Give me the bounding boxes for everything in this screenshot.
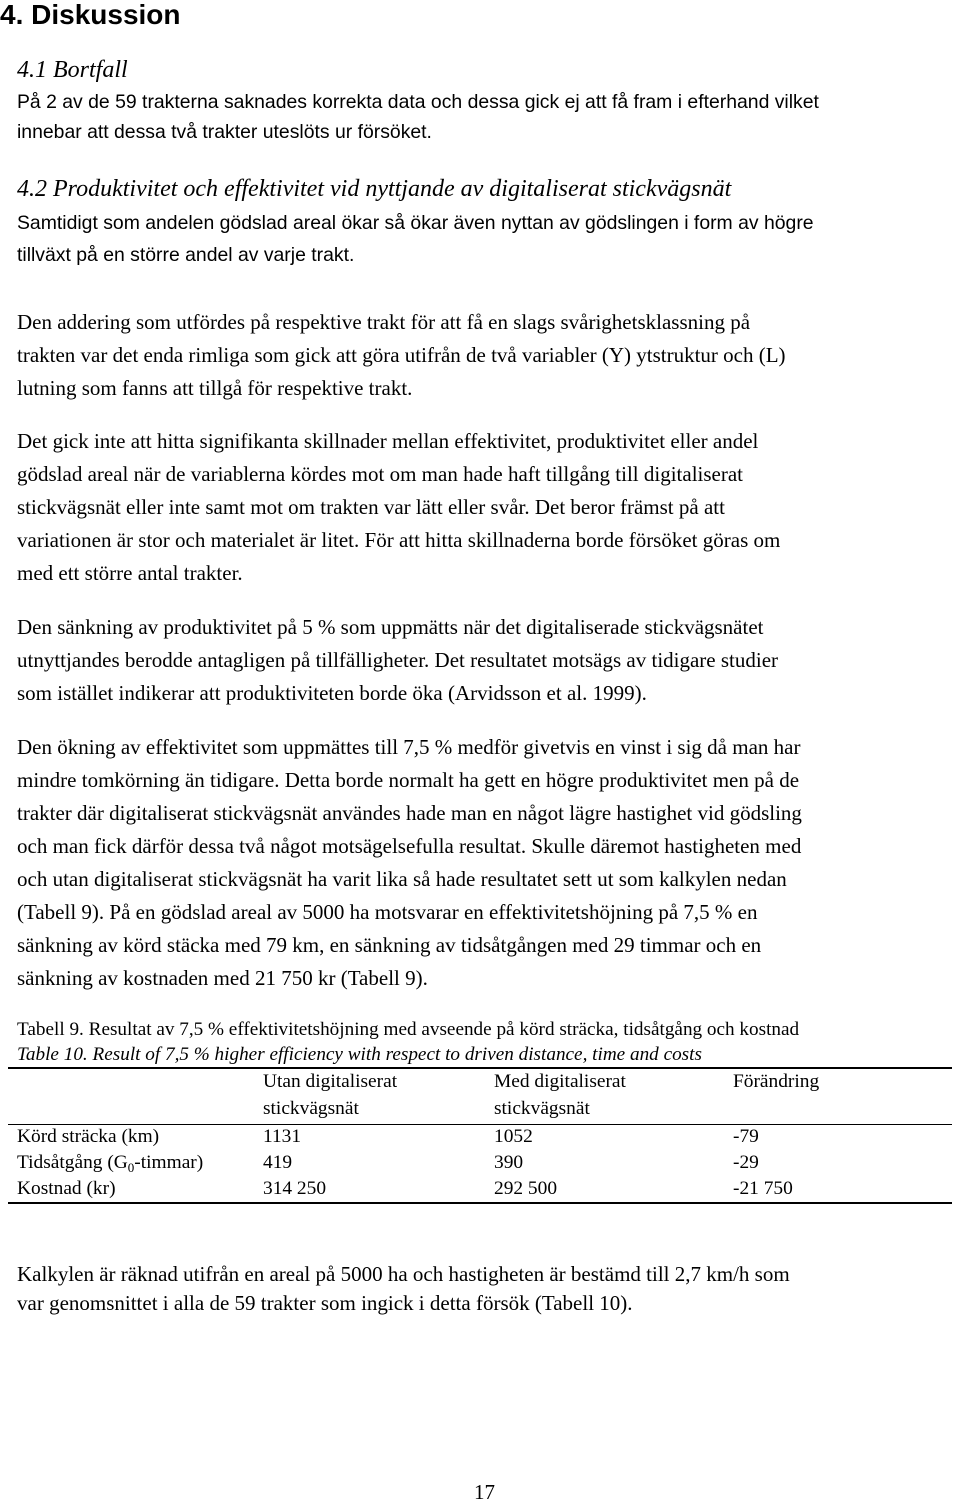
header-with-line2: stickvägsnät bbox=[494, 1098, 590, 1119]
body-line: med ett större antal trakter. bbox=[17, 561, 243, 585]
body-line: och man fick därför dessa två något motsägelsefulla resultat. Skulle däremot hastigheten med bbox=[17, 834, 802, 858]
body-line: Det gick inte att hitta signifikanta skillnader mellan effektivitet, produktivitet eller andel bbox=[17, 429, 759, 453]
cell-label: Tidsåtgång $(G_0-timmar)$ bbox=[17, 1152, 204, 1175]
body-line: trakter där digitaliserat stickvägsnät användes hade man en något lägre hastighet vid gödsling bbox=[17, 801, 802, 825]
body-line: lutning som fanns att tillgå för respektive trakt. bbox=[17, 376, 413, 400]
table-caption-sv: Tabell 9. Resultat av 7,5 % effektivitetshöjning med avseende på körd sträcka, tidsåtgång och kostnad bbox=[17, 1019, 800, 1040]
body-line: trakten var det enda rimliga som gick att göra utifrån de två variabler (Y) ytstruktur och (L) bbox=[17, 343, 786, 367]
body-line: På 2 av de 59 trakterna saknades korrekta data och dessa gick ej att få fram i efterhand vilket bbox=[17, 91, 819, 113]
body-line: sänkning av körd stäcka med 79 km, en sänkning av tidsåtgången med 29 timmar och en bbox=[17, 933, 762, 957]
body-line: som istället indikerar att produktiviteten borde öka (Arvidsson et al. 1999). bbox=[17, 681, 647, 705]
cell-label: Körd sträcka (km) bbox=[17, 1126, 160, 1147]
page-number: 17 bbox=[474, 1480, 495, 1504]
body-line: Samtidigt som andelen gödslad areal ökar så ökar även nyttan av gödslingen i form av högre bbox=[17, 212, 814, 234]
cell-with: 1052 bbox=[494, 1126, 533, 1147]
section-title-produktivitet: 4.2 Produktivitet och effektivitet vid nyttjande av digitaliserat stickvägsnät bbox=[17, 176, 732, 202]
body-line: var genomsnittet i alla de 59 trakter som ingick i detta försök (Tabell 10). bbox=[17, 1291, 633, 1315]
cell-change: -29 bbox=[733, 1152, 759, 1173]
body-line: innebar att dessa två trakter uteslöts ur försöket. bbox=[17, 121, 432, 143]
body-line: sänkning av kostnaden med 21 750 kr (Tabell 9). bbox=[17, 966, 428, 990]
table-top-rule bbox=[8, 1067, 952, 1069]
body-line: variationen är stor och materialet är litet. För att hitta skillnaderna borde försöket göras om bbox=[17, 528, 781, 552]
header-with-line1: Med digitaliserat bbox=[494, 1071, 626, 1092]
table-header-rule bbox=[8, 1124, 952, 1125]
table-bottom-rule bbox=[8, 1202, 952, 1204]
page-heading: 4. Diskussion bbox=[0, 0, 181, 30]
cell-without: 1131 bbox=[263, 1126, 302, 1147]
body-line: Den ökning av effektivitet som uppmättes till 7,5 % medför givetvis en vinst i sig då man har bbox=[17, 735, 801, 759]
body-line: mindre tomkörning än tidigare. Detta borde normalt ha gett en högre produktivitet men på de bbox=[17, 768, 800, 792]
cell-change: -21 750 bbox=[733, 1178, 793, 1199]
body-line: (Tabell 9). På en gödslad areal av 5000 ha motsvarar en effektivitetshöjning på 7,5 % en bbox=[17, 900, 758, 924]
body-line: Den addering som utfördes på respektive trakt för att få en slags svårighetsklassning på bbox=[17, 310, 751, 334]
section-title-bortfall: 4.1 Bortfall bbox=[17, 57, 128, 83]
body-line: Den sänkning av produktivitet på 5 % som uppmätts när det digitaliserade stickvägsnätet bbox=[17, 615, 764, 639]
body-line: stickvägsnät eller inte samt mot om trakten var lätt eller svår. Det beror främst på att bbox=[17, 495, 725, 519]
body-line: och utan digitaliserat stickvägsnät ha varit lika så hade resultatet sett ut som kalkylen nedan bbox=[17, 867, 787, 891]
cell-with: 390 bbox=[494, 1152, 524, 1173]
header-without-line1: Utan digitaliserat bbox=[263, 1071, 398, 1092]
cell-with: 292 500 bbox=[494, 1178, 558, 1199]
header-change: Förändring bbox=[733, 1071, 820, 1092]
body-line: utnyttjandes berodde antagligen på tillfälligheter. Det resultatet motsägs av tidigare studier bbox=[17, 648, 779, 672]
cell-change: -79 bbox=[733, 1126, 759, 1147]
body-line: tillväxt på en större andel av varje trakt. bbox=[17, 244, 355, 266]
cell-without: 314 250 bbox=[263, 1178, 327, 1199]
body-line: Kalkylen är räknad utifrån en areal på 5000 ha och hastigheten är bestämd till 2,7 km/h som bbox=[17, 1262, 790, 1286]
cell-label: Kostnad (kr) bbox=[17, 1178, 116, 1199]
cell-without: 419 bbox=[263, 1152, 293, 1173]
header-without-line2: stickvägsnät bbox=[263, 1098, 359, 1119]
table-caption-en: Table 10. Result of 7,5 % higher efficiency with respect to driven distance, time and costs bbox=[17, 1044, 702, 1065]
body-line: gödslad areal när de variablerna kördes mot om man hade haft tillgång till digitaliserat bbox=[17, 462, 744, 486]
